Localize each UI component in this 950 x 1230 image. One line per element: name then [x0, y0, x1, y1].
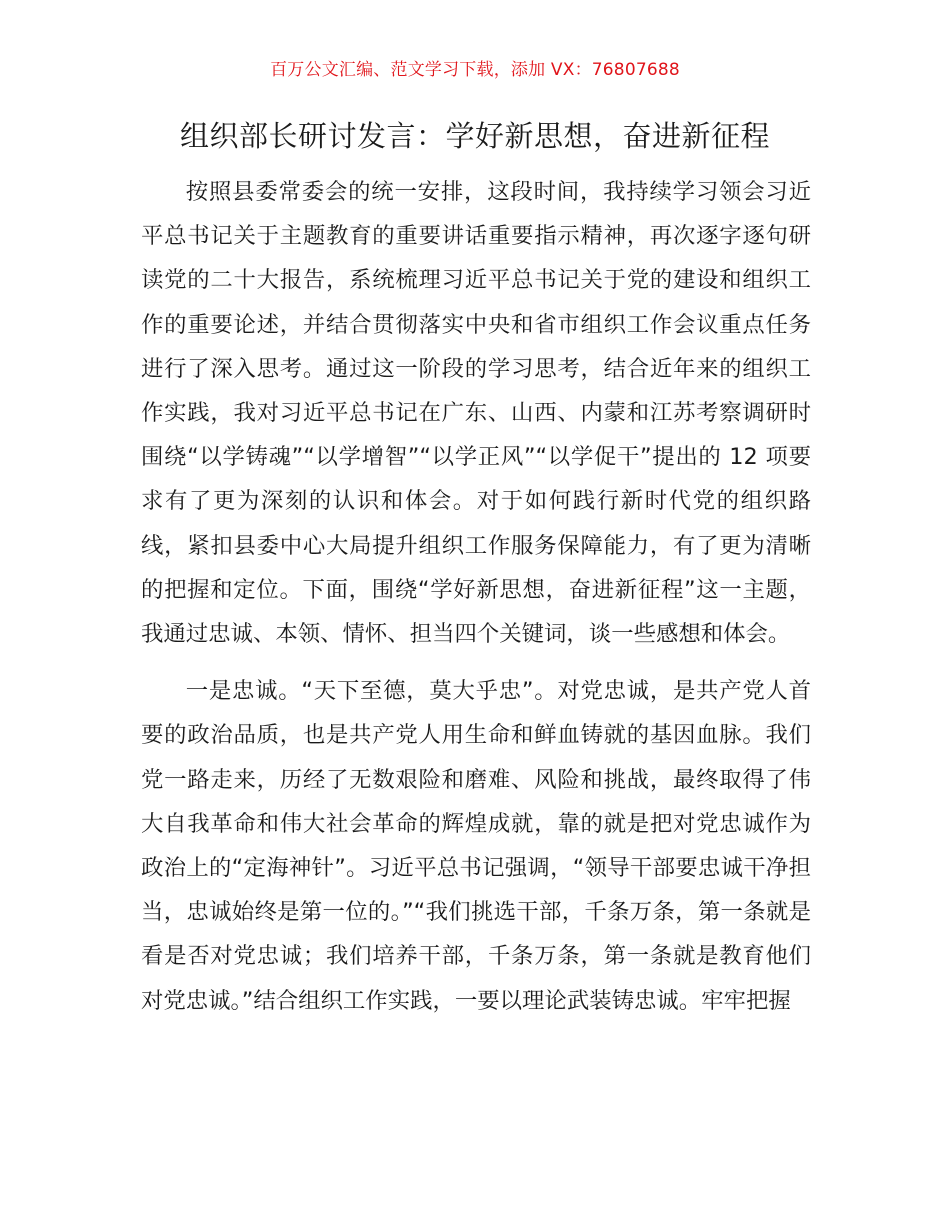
paragraph-loyalty: 一是忠诚。“天下至德，莫大乎忠”。对党忠诚，是共产党人首要的政治品质，也是共产党人用生命和鲜血铸就的基因血脉。我们党一路走来，历经了无数艰险和磨难、风险和挑战，最终取得了伟大自我革命和伟大社会革命的辉煌成就，靠的就是把对党忠诚作为政治上的“定海神针”。习近平总书记强调，“领导干部要忠诚干净担当，忠诚始终是第一位的。”“我们挑选干部，千条万条，第一条就是看是否对党忠诚；我们培养干部，千条万条，第一条就是教育他们对党忠诚。”结合组织工作实践，一要以理论武装铸忠诚。牢牢把握: [141, 678, 811, 1014]
paragraph-intro: 按照县委常委会的统一安排，这段时间，我持续学习领会习近平总书记关于主题教育的重要讲话重要指示精神，再次逐字逐句研读党的二十大报告，系统梳理习近平总书记关于党的建设和组织工作的重要论述，并结合贯彻落实中央和省市组织工作会议重点任务进行了深入思考。通过这一阶段的学习思考，结合近年来的组织工作实践，我对习近平总书记在广东、山西、内蒙和江苏考察调研时围绕“以学铸魂”“以学增智”“以学正风”“以学促干”提出的 12 项要求有了更为深刻的认识和体会。对于如何践行新时代党的组织路线，紧扣县委中心大局提升组织工作服务保障能力，有了更为清晰的把握和定位。下面，围绕“学好新思想，奋进新征程”这一主题，我通过忠诚、本领、情怀、担当四个关键词，谈一些感想和体会。: [141, 179, 811, 648]
document-body: [141, 170, 811, 1023]
header-banner: 百万公文汇编、范文学习下载，添加 VX：76807688: [270, 60, 680, 80]
document-title: 组织部长研讨发言：学好新思想，奋进新征程: [179, 119, 770, 153]
